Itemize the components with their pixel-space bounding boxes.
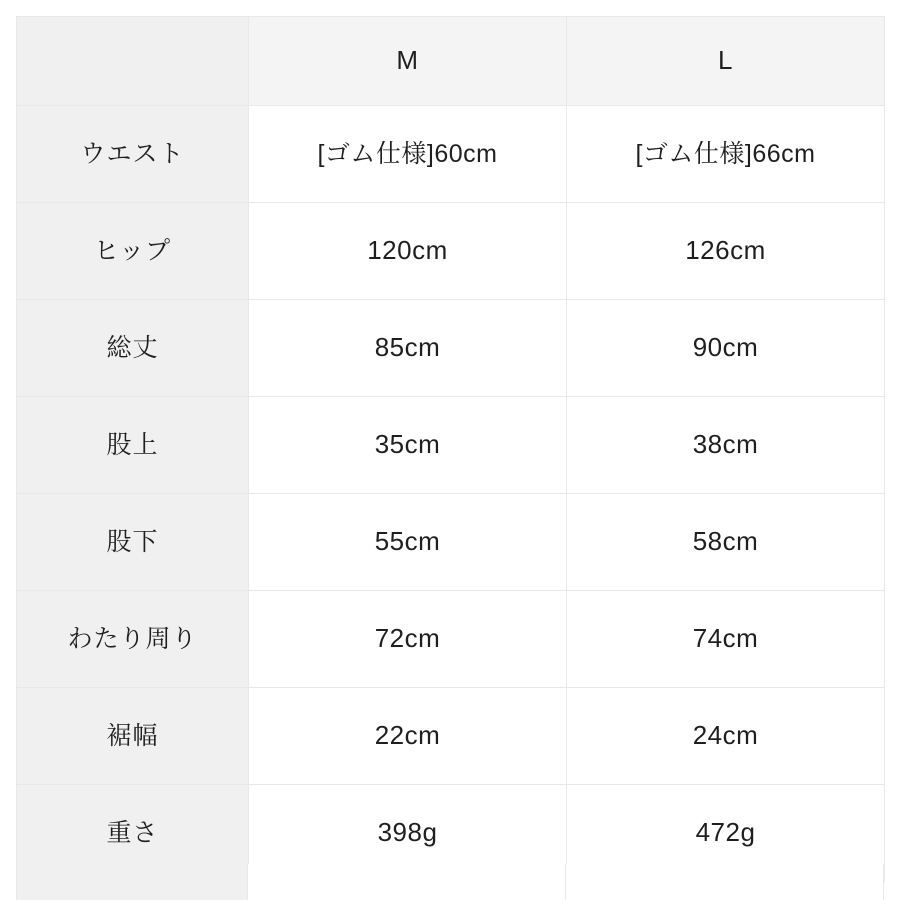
- row-label-rise: 股上: [17, 397, 249, 494]
- cell-inseam-l: 58cm: [567, 494, 885, 591]
- cell-hip-m: 120cm: [249, 203, 567, 300]
- table-row: [17, 300, 885, 397]
- row-label-waist: ウエスト: [17, 106, 249, 203]
- table-row: [17, 591, 885, 688]
- table-row: [17, 494, 885, 591]
- row-label-total-length: 総丈: [17, 300, 249, 397]
- cell-thigh-m: 72cm: [249, 591, 567, 688]
- row-label-hem-width: 裾幅: [17, 688, 249, 785]
- cell-thigh-l: 74cm: [567, 591, 885, 688]
- table-corner-cell: [17, 17, 249, 106]
- table-row: [17, 203, 885, 300]
- size-table: [16, 16, 885, 882]
- cell-weight-m: 398g: [249, 785, 567, 882]
- cell-hem-width-m: 22cm: [249, 688, 567, 785]
- cell-weight-l: 472g: [567, 785, 885, 882]
- bottom-strip-cell-l: [566, 864, 884, 900]
- cell-rise-l: 38cm: [567, 397, 885, 494]
- bottom-strip-label-column: [16, 864, 248, 900]
- row-label-thigh: わたり周り: [17, 591, 249, 688]
- bottom-strip-cell-m: [248, 864, 566, 900]
- table-body: [17, 106, 885, 882]
- table-bottom-overflow: [16, 864, 884, 900]
- table-header: [17, 17, 885, 106]
- row-label-hip: ヒップ: [17, 203, 249, 300]
- column-header-l: L: [567, 17, 885, 106]
- table-header-row: [17, 17, 885, 106]
- table-row: [17, 106, 885, 203]
- cell-inseam-m: 55cm: [249, 494, 567, 591]
- cell-hip-l: 126cm: [567, 203, 885, 300]
- cell-total-length-l: 90cm: [567, 300, 885, 397]
- row-label-inseam: 股下: [17, 494, 249, 591]
- table-row: [17, 397, 885, 494]
- cell-waist-l: [ゴム仕様]66cm: [567, 106, 885, 203]
- cell-hem-width-l: 24cm: [567, 688, 885, 785]
- table-row: [17, 688, 885, 785]
- row-label-weight: 重さ: [17, 785, 249, 882]
- cell-waist-m: [ゴム仕様]60cm: [249, 106, 567, 203]
- column-header-m: M: [249, 17, 567, 106]
- cell-rise-m: 35cm: [249, 397, 567, 494]
- cell-total-length-m: 85cm: [249, 300, 567, 397]
